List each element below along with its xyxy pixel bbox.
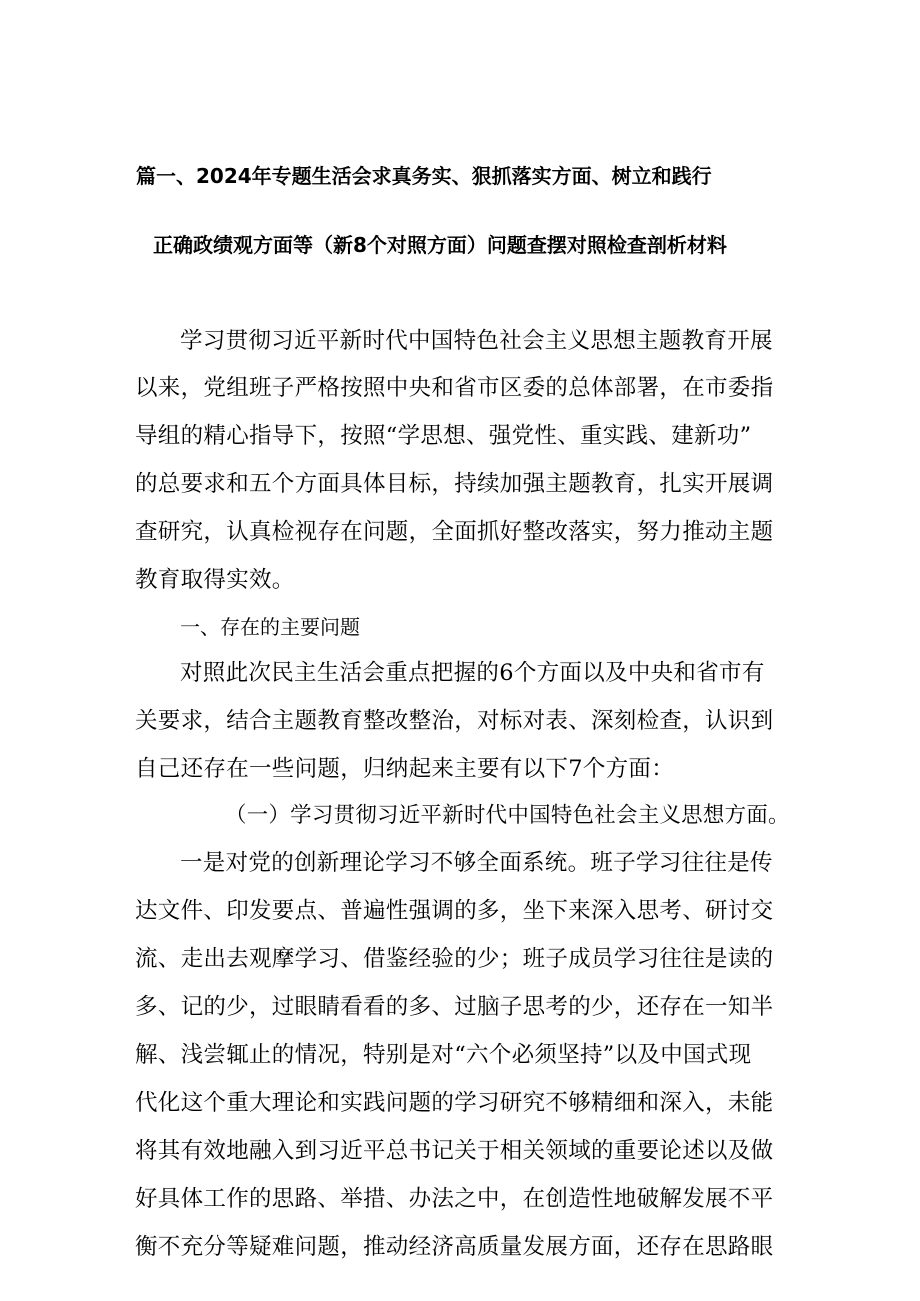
intro-line: 查研究，认真检视存在问题，全面抓好整改落实，努力推动主题 <box>135 519 774 545</box>
document-title-line-2: 正确政绩观方面等（新8个对照方面）问题查摆对照检查剖析材料 <box>153 233 727 257</box>
intro-line: 的总要求和五个方面具体目标，持续加强主题教育，扎实开展调 <box>135 471 774 497</box>
body-line: 将其有效地融入到习近平总书记关于相关领域的重要论述以及做 <box>135 1138 774 1164</box>
body-line: 达文件、印发要点、普遍性强调的多，坐下来深入思考、研讨交 <box>135 898 774 924</box>
body-line: 好具体工作的思路、举措、办法之中，在创造性地破解发展不平 <box>135 1186 774 1212</box>
body-line: 流、走出去观摩学习、借鉴经验的少；班子成员学习往往是读的 <box>135 946 774 972</box>
intro-line: 以来，党组班子严格按照中央和省市区委的总体部署，在市委指 <box>135 375 774 401</box>
body-line: 代化这个重大理论和实践问题的学习研究不够精细和深入，未能 <box>135 1090 774 1116</box>
intro-line: 学习贯彻习近平新时代中国特色社会主义思想主题教育开展 <box>180 328 773 354</box>
subheading: （一）学习贯彻习近平新时代中国特色社会主义思想方面。 <box>225 803 790 828</box>
section-intro-line: 对照此次民主生活会重点把握的6个方面以及中央和省市有 <box>180 660 765 686</box>
body-line: 多、记的少，过眼睛看看的多、过脑子思考的少，还存在一知半 <box>135 994 774 1020</box>
section-intro-line: 自己还存在一些问题，归纳起来主要有以下7个方面： <box>135 756 675 782</box>
document-title-line-1: 篇一、2024年专题生活会求真务实、狠抓落实方面、树立和践行 <box>136 164 712 188</box>
section-intro-line: 关要求，结合主题教育整改整治，对标对表、深刻检查，认识到 <box>135 708 774 734</box>
body-line: 衡不充分等疑难问题，推动经济高质量发展方面，还存在思路眼 <box>135 1234 774 1260</box>
intro-line: 教育取得实效。 <box>135 567 295 593</box>
intro-line: 导组的精心指导下，按照“学思想、强党性、重实践、建新功” <box>135 423 752 449</box>
section-heading: 一、存在的主要问题 <box>180 615 360 639</box>
body-line: 解、浅尝辄止的情况，特别是对“六个必须坚持”以及中国式现 <box>135 1042 752 1068</box>
body-line: 一是对党的创新理论学习不够全面系统。班子学习往往是传 <box>180 850 773 876</box>
